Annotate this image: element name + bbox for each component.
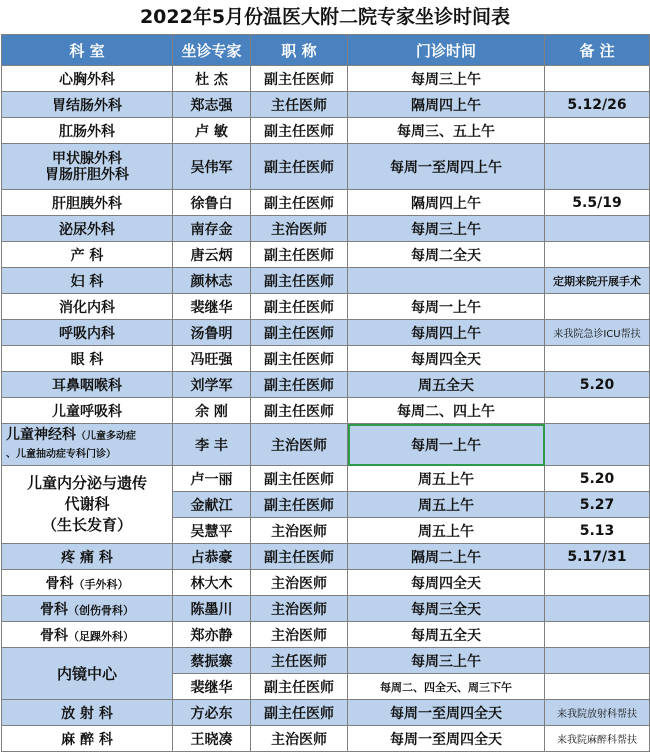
table-row bbox=[2, 570, 650, 596]
header-expert: 坐诊专家 bbox=[173, 35, 251, 66]
table-row bbox=[2, 242, 650, 268]
dept-cell: 肛肠外科 bbox=[2, 118, 173, 144]
time-cell: 周五上午 bbox=[348, 492, 545, 518]
expert-cell: 王晓凑 bbox=[173, 726, 251, 752]
note-cell: 来我院麻醉科帮扶 bbox=[545, 726, 650, 752]
table-row bbox=[2, 216, 650, 242]
note-cell: 5.27 bbox=[545, 492, 650, 518]
note-cell: 5.12/26 bbox=[545, 92, 650, 118]
expert-cell: 方必东 bbox=[173, 700, 251, 726]
title-cell: 副主任医师 bbox=[251, 190, 348, 216]
table-row bbox=[2, 424, 650, 466]
dept-cell bbox=[2, 466, 173, 544]
dept-line: （生长发育） bbox=[41, 516, 132, 534]
dept-cell: 疼 痛 科 bbox=[2, 544, 173, 570]
title-cell: 主治医师 bbox=[251, 726, 348, 752]
note-cell bbox=[545, 424, 650, 466]
time-cell: 隔周二上午 bbox=[348, 544, 545, 570]
dept-sub: （足踝外科） bbox=[68, 629, 134, 643]
note-cell: 5.20 bbox=[545, 466, 650, 492]
time-cell: 周五上午 bbox=[348, 518, 545, 544]
title-cell: 主治医师 bbox=[251, 216, 348, 242]
dept-line: 胃肠肝胆外科 bbox=[45, 166, 129, 183]
dept-cell bbox=[2, 622, 173, 648]
title-cell: 副主任医师 bbox=[251, 320, 348, 346]
time-cell: 每周四全天 bbox=[348, 346, 545, 372]
title-cell: 副主任医师 bbox=[251, 700, 348, 726]
expert-cell: 李 丰 bbox=[173, 424, 251, 466]
dept-name: 骨科 bbox=[45, 575, 74, 592]
dept-cell bbox=[2, 424, 173, 466]
time-cell: 周五上午 bbox=[348, 466, 545, 492]
title-cell: 主任医师 bbox=[251, 648, 348, 674]
note-cell bbox=[545, 216, 650, 242]
dept-cell: 耳鼻咽喉科 bbox=[2, 372, 173, 398]
title-cell: 副主任医师 bbox=[251, 398, 348, 424]
title-cell: 副主任医师 bbox=[251, 346, 348, 372]
expert-cell: 余 刚 bbox=[173, 398, 251, 424]
table-row bbox=[2, 544, 650, 570]
header-row bbox=[2, 35, 650, 66]
dept-cell: 儿童呼吸科 bbox=[2, 398, 173, 424]
dept-line: 代谢科 bbox=[64, 495, 110, 513]
title-cell: 副主任医师 bbox=[251, 372, 348, 398]
title-cell: 副主任医师 bbox=[251, 144, 348, 190]
title-cell: 主治医师 bbox=[251, 622, 348, 648]
page-title: 2022年5月份温医大附二院专家坐诊时间表 bbox=[139, 6, 511, 28]
expert-cell: 杜 杰 bbox=[173, 66, 251, 92]
expert-cell: 汤鲁明 bbox=[173, 320, 251, 346]
time-cell[interactable]: 每周一上午 bbox=[348, 424, 545, 466]
table-row bbox=[2, 268, 650, 294]
note-cell: 5.20 bbox=[545, 372, 650, 398]
schedule-table bbox=[1, 34, 650, 752]
table-row bbox=[2, 466, 650, 492]
expert-cell: 林大木 bbox=[173, 570, 251, 596]
note-cell bbox=[545, 622, 650, 648]
expert-cell: 卢一丽 bbox=[173, 466, 251, 492]
time-cell: 每周三上午 bbox=[348, 216, 545, 242]
table-row bbox=[2, 622, 650, 648]
expert-cell: 吴伟军 bbox=[173, 144, 251, 190]
title-cell: 主治医师 bbox=[251, 596, 348, 622]
title-cell: 副主任医师 bbox=[251, 492, 348, 518]
expert-cell: 徐鲁白 bbox=[173, 190, 251, 216]
dept-line: 甲状腺外科 bbox=[52, 150, 122, 167]
time-cell: 每周一至周四上午 bbox=[348, 144, 545, 190]
dept-sub: （手外科） bbox=[73, 577, 129, 591]
table-row bbox=[2, 398, 650, 424]
dept-cell: 泌尿外科 bbox=[2, 216, 173, 242]
time-cell: 每周一至周四全天 bbox=[348, 700, 545, 726]
dept-cell: 肝胆胰外科 bbox=[2, 190, 173, 216]
expert-cell: 唐云炳 bbox=[173, 242, 251, 268]
dept-cell bbox=[2, 596, 173, 622]
dept-name: 儿童神经科 bbox=[6, 426, 76, 443]
dept-cell: 麻 醉 科 bbox=[2, 726, 173, 752]
note-cell: 5.5/19 bbox=[545, 190, 650, 216]
note-cell bbox=[545, 242, 650, 268]
title-cell: 副主任医师 bbox=[251, 544, 348, 570]
note-cell: 来我院放射科帮扶 bbox=[545, 700, 650, 726]
table-row bbox=[2, 144, 650, 190]
note-cell: 来我院急诊ICU帮扶 bbox=[545, 320, 650, 346]
title-cell: 副主任医师 bbox=[251, 674, 348, 700]
time-cell: 每周三上午 bbox=[348, 66, 545, 92]
note-cell: 5.17/31 bbox=[545, 544, 650, 570]
table-row bbox=[2, 372, 650, 398]
table-row bbox=[2, 648, 650, 674]
note-cell bbox=[545, 398, 650, 424]
title-cell: 主任医师 bbox=[251, 92, 348, 118]
table-row bbox=[2, 700, 650, 726]
table-row bbox=[2, 92, 650, 118]
expert-cell: 刘学军 bbox=[173, 372, 251, 398]
header-note: 备 注 bbox=[545, 35, 650, 66]
dept-name: 骨科 bbox=[40, 627, 68, 644]
expert-cell: 郑志强 bbox=[173, 92, 251, 118]
title-cell: 副主任医师 bbox=[251, 268, 348, 294]
dept-cell: 产 科 bbox=[2, 242, 173, 268]
expert-cell: 蔡振寨 bbox=[173, 648, 251, 674]
note-cell bbox=[545, 118, 650, 144]
expert-cell: 陈墨川 bbox=[173, 596, 251, 622]
time-cell: 每周三全天 bbox=[348, 596, 545, 622]
dept-cell: 内镜中心 bbox=[2, 648, 173, 700]
note-cell bbox=[545, 648, 650, 674]
table-row bbox=[2, 66, 650, 92]
table-row bbox=[2, 294, 650, 320]
dept-note: 、儿童抽动症专科门诊） bbox=[6, 448, 116, 460]
time-cell: 隔周四上午 bbox=[348, 190, 545, 216]
dept-cell: 妇 科 bbox=[2, 268, 173, 294]
expert-cell: 冯旺强 bbox=[173, 346, 251, 372]
note-cell: 定期来院开展手术 bbox=[545, 268, 650, 294]
header-dept: 科 室 bbox=[2, 35, 173, 66]
time-cell bbox=[348, 268, 545, 294]
table-row bbox=[2, 190, 650, 216]
dept-cell: 胃结肠外科 bbox=[2, 92, 173, 118]
note-cell bbox=[545, 294, 650, 320]
expert-cell: 郑亦静 bbox=[173, 622, 251, 648]
time-cell: 每周三、五上午 bbox=[348, 118, 545, 144]
note-cell bbox=[545, 674, 650, 700]
time-cell: 周五全天 bbox=[348, 372, 545, 398]
title-cell: 副主任医师 bbox=[251, 294, 348, 320]
time-cell: 隔周四上午 bbox=[348, 92, 545, 118]
table-row bbox=[2, 118, 650, 144]
dept-cell bbox=[2, 144, 173, 190]
header-title: 职 称 bbox=[251, 35, 348, 66]
title-cell: 主治医师 bbox=[251, 518, 348, 544]
title-cell: 主治医师 bbox=[251, 570, 348, 596]
expert-cell: 占恭豪 bbox=[173, 544, 251, 570]
time-cell: 每周二、四全天、周三下午 bbox=[348, 674, 545, 700]
table-row bbox=[2, 596, 650, 622]
time-cell: 每周二、四上午 bbox=[348, 398, 545, 424]
expert-cell: 金献江 bbox=[173, 492, 251, 518]
dept-note: （儿童多动症 bbox=[76, 430, 136, 442]
title-cell: 副主任医师 bbox=[251, 242, 348, 268]
expert-cell: 卢 敏 bbox=[173, 118, 251, 144]
dept-cell: 眼 科 bbox=[2, 346, 173, 372]
dept-line: 儿童内分泌与遗传 bbox=[26, 474, 147, 492]
time-cell: 每周四全天 bbox=[348, 570, 545, 596]
note-cell bbox=[545, 66, 650, 92]
dept-cell: 心胸外科 bbox=[2, 66, 173, 92]
time-cell: 每周三上午 bbox=[348, 648, 545, 674]
note-cell bbox=[545, 346, 650, 372]
title-cell: 主治医师 bbox=[251, 424, 348, 466]
dept-sub: （创伤骨科） bbox=[68, 603, 134, 617]
expert-cell: 南存金 bbox=[173, 216, 251, 242]
time-cell: 每周四上午 bbox=[348, 320, 545, 346]
table-row bbox=[2, 320, 650, 346]
expert-cell: 吴慧平 bbox=[173, 518, 251, 544]
expert-cell: 裴继华 bbox=[173, 674, 251, 700]
time-cell: 每周一上午 bbox=[348, 294, 545, 320]
table-row bbox=[2, 726, 650, 752]
header-time: 门诊时间 bbox=[348, 35, 545, 66]
note-cell: 5.13 bbox=[545, 518, 650, 544]
title-cell: 副主任医师 bbox=[251, 466, 348, 492]
time-cell: 每周一至周四全天 bbox=[348, 726, 545, 752]
dept-cell: 消化内科 bbox=[2, 294, 173, 320]
table-row bbox=[2, 346, 650, 372]
dept-name: 骨科 bbox=[40, 601, 68, 618]
expert-cell: 颜林志 bbox=[173, 268, 251, 294]
note-cell bbox=[545, 570, 650, 596]
time-cell: 每周五全天 bbox=[348, 622, 545, 648]
dept-cell: 放 射 科 bbox=[2, 700, 173, 726]
time-cell: 每周二全天 bbox=[348, 242, 545, 268]
dept-cell: 呼吸内科 bbox=[2, 320, 173, 346]
note-cell bbox=[545, 144, 650, 190]
dept-cell bbox=[2, 570, 173, 596]
expert-cell: 裴继华 bbox=[173, 294, 251, 320]
note-cell bbox=[545, 596, 650, 622]
title-cell: 副主任医师 bbox=[251, 118, 348, 144]
title-cell: 副主任医师 bbox=[251, 66, 348, 92]
